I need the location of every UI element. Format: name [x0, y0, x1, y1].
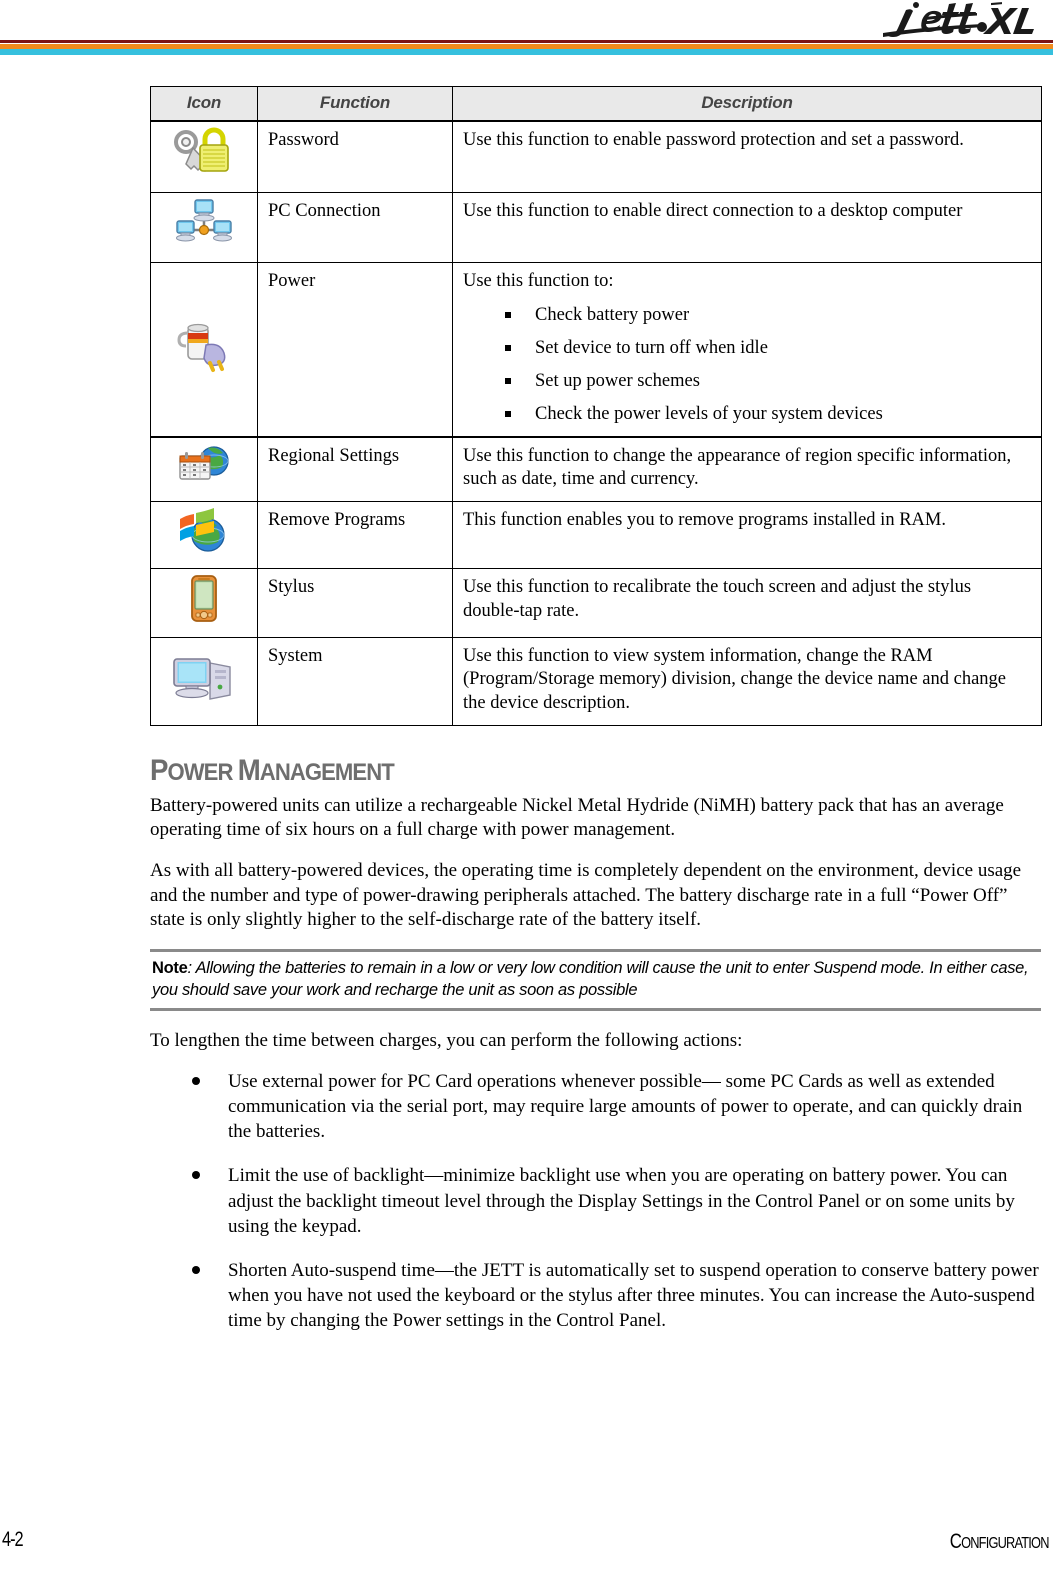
power-battery-plug-icon [172, 358, 236, 378]
power-sub-list [463, 304, 1031, 427]
footer-page-number: 4-2 [2, 1528, 23, 1551]
paragraph-battery-overview: Battery-powered units can utilize a rechargeable Nickel Metal Hydride (NiMH) battery pack that has an average operating time of six hours on a full charge with power management. [150, 794, 1004, 841]
list-item-label: Check battery power [535, 305, 690, 326]
system-computer-icon [170, 688, 238, 708]
footer-chapter-name [950, 1530, 1049, 1554]
icon-cell [151, 637, 258, 725]
heading-rest-power: OWER [167, 758, 238, 786]
function-label: Remove Programs [268, 510, 406, 531]
list-item-label: Shorten Auto-suspend time—the JETT is automatically set to suspend operation to conserve battery power when you have not used the keyboard or the stylus after three minutes. You can increase the Auto-suspend time by changing the Power settings in the Control Panel. [228, 1259, 1039, 1331]
table-header-row [151, 87, 1042, 122]
description-text: Use this function to change the appearance of region specific information, such as date, time and currency. [463, 445, 1012, 490]
round-bullet-icon [192, 1171, 200, 1179]
list-item-label: Set up power schemes [535, 371, 700, 392]
description-cell [453, 263, 1042, 437]
page-content [150, 86, 1041, 1352]
table-row [151, 637, 1042, 725]
jett-xl-logo [865, 0, 1045, 38]
function-cell [258, 121, 453, 192]
list-item-label: Set device to turn off when idle [535, 338, 768, 359]
list-item-label: Check the power levels of your system devices [535, 404, 883, 425]
description-text: This function enables you to remove programs installed in RAM. [463, 510, 946, 531]
list-item-label: Limit the use of backlight—minimize backlight use when you are operating on battery power. You can adjust the backlight timeout level through the Display Settings in the Control Panel or on some units by using the keypad. [228, 1165, 1015, 1237]
function-cell [258, 437, 453, 502]
function-cell [258, 637, 453, 725]
rule-cyan [0, 49, 1053, 55]
square-bullet-icon [505, 312, 511, 318]
column-header-function: Function [258, 87, 453, 122]
icon-cell [151, 568, 258, 637]
round-bullet-icon [192, 1077, 200, 1085]
description-text: Use this function to recalibrate the touch screen and adjust the stylus double-tap rate. [463, 576, 972, 621]
page-header [0, 0, 1053, 56]
function-label: Stylus [268, 576, 315, 597]
square-bullet-icon [505, 411, 511, 417]
power-saving-actions-list [150, 1069, 1041, 1333]
pc-connection-network-icon [172, 236, 236, 256]
table-row [151, 121, 1042, 192]
control-panel-function-table [150, 86, 1042, 726]
table-row [151, 437, 1042, 502]
function-label: Password [268, 130, 339, 150]
description-cell [453, 437, 1042, 502]
list-item [463, 304, 1031, 327]
list-item [150, 1258, 1041, 1333]
square-bullet-icon [505, 345, 511, 351]
description-cell [453, 121, 1042, 192]
heading-rest-management: ANAGEMENT [259, 758, 394, 786]
footer-cap-c: C [950, 1530, 962, 1553]
description-cell [453, 502, 1042, 569]
list-item [150, 1069, 1041, 1144]
password-key-lock-icon [172, 165, 236, 185]
function-cell [258, 192, 453, 263]
heading-cap-m: M [237, 753, 260, 787]
table-row [151, 192, 1042, 263]
column-header-icon: Icon [151, 87, 258, 122]
paragraph-operating-time: As with all battery-powered devices, the operating time is completely dependent on the environment, device usage and the number and type of power-drawing peripherals attached. The battery discharge rate in a full “Power Off” state is only slightly higher to the self-discharge rate of the battery itself. [150, 859, 1022, 931]
table-row [151, 263, 1042, 437]
icon-cell [151, 502, 258, 569]
description-text: Use this function to view system information, change the RAM (Program/Storage memory) division, change the device name and change the device description. [463, 645, 1006, 713]
function-cell [258, 568, 453, 637]
icon-cell [151, 437, 258, 502]
description-cell [453, 568, 1042, 637]
table-row [151, 502, 1042, 569]
header-rule-stack [0, 40, 1053, 55]
paragraph-lengthen-intro: To lengthen the time between charges, you can perform the following actions: [150, 1029, 743, 1051]
column-header-description: Description [453, 87, 1042, 122]
round-bullet-icon [192, 1266, 200, 1274]
page-footer [0, 1528, 1053, 1558]
footer-chapter-rest: ONFIGURATION [961, 1535, 1049, 1552]
description-text: Use this function to: [463, 271, 614, 292]
note-label: Note [152, 958, 188, 977]
function-label: Power [268, 271, 316, 292]
list-item-label: Use external power for PC Card operations whenever possible— some PC Cards as well as extended communication via the serial port, may require large amounts of power to operate, and can quickly drain the batteries. [228, 1071, 1023, 1143]
note-separator: : [187, 958, 196, 977]
note-text: Allowing the batteries to remain in a low or very low condition will cause the unit to enter Suspend mode. In either case, you should save your work and recharge the unit as soon as possible [152, 958, 1029, 1000]
regional-settings-calendar-globe-icon [172, 475, 236, 495]
stylus-pda-icon [172, 610, 236, 630]
description-cell [453, 637, 1042, 725]
description-cell [453, 192, 1042, 263]
function-label: PC Connection [268, 200, 381, 221]
description-text: Use this function to enable direct connection to a desktop computer [463, 200, 963, 221]
heading-cap-p: P [150, 753, 168, 787]
icon-cell [151, 263, 258, 437]
square-bullet-icon [505, 378, 511, 384]
icon-cell [151, 121, 258, 192]
table-row [151, 568, 1042, 637]
remove-programs-windows-globe-icon [172, 541, 236, 561]
list-item [150, 1163, 1041, 1238]
note-box [150, 949, 1041, 1011]
list-item [463, 403, 1031, 426]
function-label: Regional Settings [268, 445, 400, 466]
function-cell [258, 502, 453, 569]
list-item [463, 370, 1031, 393]
function-cell [258, 263, 453, 437]
description-text: Use this function to enable password protection and set a password. [463, 130, 964, 150]
icon-cell [151, 192, 258, 263]
section-heading-power-management [150, 754, 970, 788]
list-item [463, 337, 1031, 360]
function-label: System [268, 645, 323, 666]
